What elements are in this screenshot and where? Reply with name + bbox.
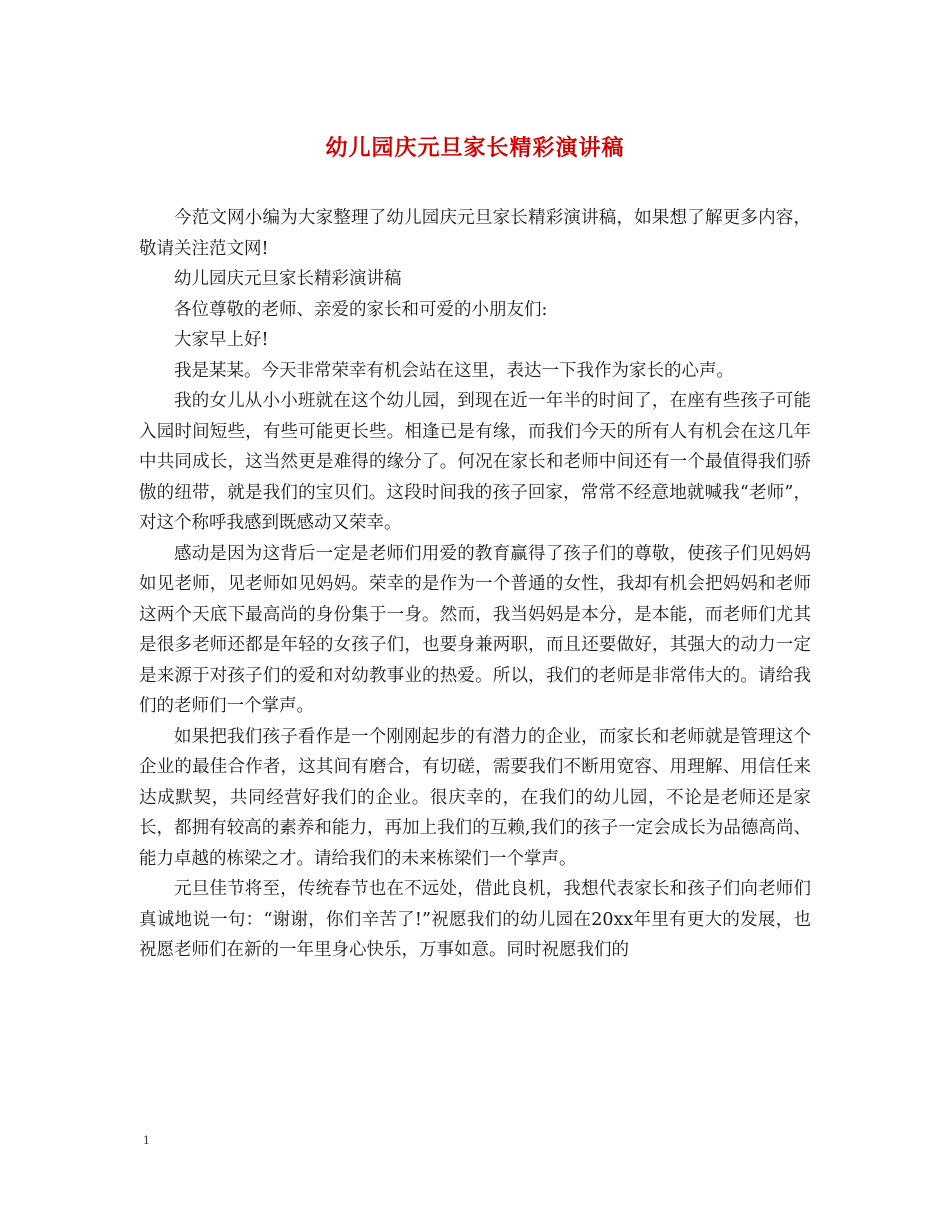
paragraph-intro: 今范文网小编为大家整理了幼儿园庆元旦家长精彩演讲稿，如果想了解更多内容，敬请关注范文网! bbox=[139, 208, 811, 259]
paragraph-greeting: 大家早上好! bbox=[174, 330, 269, 350]
document-body bbox=[139, 203, 811, 966]
paragraph-self-intro: 我是某某。今天非常荣幸有机会站在这里，表达一下我作为家长的心声。 bbox=[174, 360, 734, 381]
paragraph-enterprise: 如果把我们孩子看作是一个刚刚起步的有潜力的企业，而家长和老师就是管理这个企业的最佳合作者，这其间有磨合，有切磋，需要我们不断用宽容、用理解、用信任来达成默契，共同经营好我们的企业。很庆幸的，在我们的幼儿园，不论是老师还是家长，都拥有较高的素养和能力，再加上我们的互赖,我们的孩子一定会成长为品德高尚、能力卓越的栋梁之才。请给我们的未来栋梁们一个掌声。 bbox=[139, 726, 811, 869]
paragraph-new-year: 元旦佳节将至，传统春节也在不远处，借此良机，我想代表家长和孩子们向老师们真诚地说一句：“谢谢，你们辛苦了!”祝愿我们的幼儿园在20xx年里有更大的发展，也祝愿老师们在新的一年里身心快乐，万事如意。同时祝愿我们的 bbox=[139, 879, 811, 960]
paragraph-salutation: 各位尊敬的老师、亲爱的家长和可爱的小朋友们: bbox=[174, 299, 548, 320]
page-number: 1 bbox=[143, 1132, 150, 1147]
paragraph-touched: 感动是因为这背后一定是老师们用爱的教育赢得了孩子们的尊敬，使孩子们见妈妈如见老师，见老师如见妈妈。荣幸的是作为一个普通的女性，我却有机会把妈妈和老师这两个天底下最高尚的身份集于一身。然而，我当妈妈是本分，是本能，而老师们尤其是很多老师还都是年轻的女孩子们，也要身兼两职，而且还要做好，其强大的动力一定是来源于对孩子们的爱和对幼教事业的热爱。所以，我们的老师是非常伟大的。请给我们的老师们一个掌声。 bbox=[139, 543, 811, 716]
document-title: 幼儿园庆元旦家长精彩演讲稿 bbox=[325, 135, 625, 161]
paragraph-daughter: 我的女儿从小小班就在这个幼儿园，到现在近一年半的时间了，在座有些孩子可能入园时间短些，有些可能更长些。相逢已是有缘，而我们今天的所有人有机会在这几年中共同成长，这当然更是难得的缘分了。何况在家长和老师中间还有一个最值得我们骄傲的纽带，就是我们的宝贝们。这段时间我的孩子回家，常常不经意地就喊我“老师”，对这个称呼我感到既感动又荣幸。 bbox=[139, 391, 811, 533]
paragraph-subtitle: 幼儿园庆元旦家长精彩演讲稿 bbox=[174, 269, 402, 289]
